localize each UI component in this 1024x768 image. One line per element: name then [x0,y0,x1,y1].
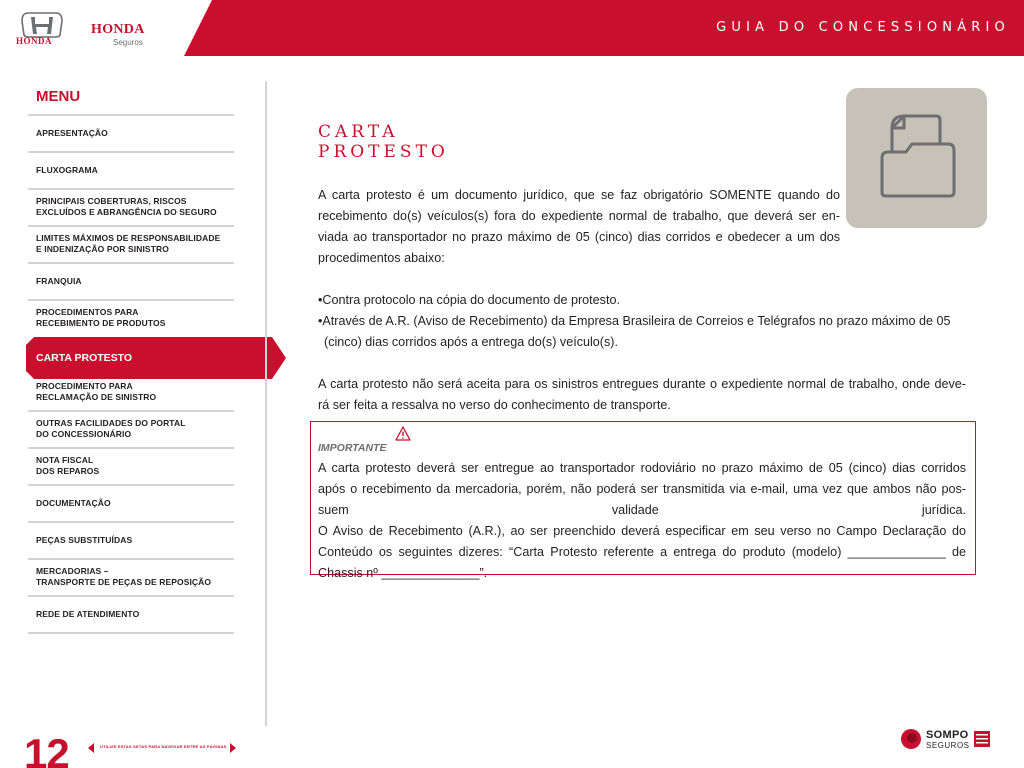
menu-item-label: RECEBIMENTO DE PRODUTOS [36,318,166,328]
document-tile [846,88,987,228]
menu-item[interactable] [36,233,236,255]
menu-item-label: MERCADORIAS – [36,566,109,576]
sompo-badge-icon [974,731,990,747]
paragraph-line: Chassis nº ______________”. [318,566,488,580]
menu-item-label: E INDENIZAÇÃO POR SINISTRO [36,244,169,254]
folder-document-icon [846,88,987,228]
page-number: 12 [24,730,69,768]
sidebar-divider [265,81,267,726]
paragraph-line: após o recebimento da mercadoria, porém, não poderá ser transmitida via e-mail, uma vez que ambos não pos- [318,482,966,496]
menu-item-label: DOS REPAROS [36,466,100,476]
menu-item-label: EXCLUÍDOS E ABRANGÊNCIA DO SEGURO [36,207,217,217]
menu-item[interactable] [36,128,236,139]
menu-divider [28,262,234,264]
page-title-line-1: CARTA [318,122,399,142]
paragraph-line: viada ao transportador no prazo máximo de 05 (cinco) dias corridos e obedecer a um dos [318,230,840,244]
menu-divider [28,225,234,227]
warning-triangle-icon [395,426,411,441]
paragraph-line: A carta protesto é um documento jurídico, que se faz obrigatório SOMENTE quando do [318,188,840,202]
menu-divider [28,114,234,116]
brand-name: HONDA [91,22,145,37]
menu-item-label: FRANQUIA [36,276,82,286]
menu-item-label: FLUXOGRAMA [36,165,98,175]
sompo-name: SOMPO [926,729,969,741]
menu-item-carta-protesto[interactable]: CARTA PROTESTO [36,352,133,364]
menu-divider [28,558,234,560]
menu-divider [28,188,234,190]
menu-item-label: NOTA FISCAL [36,455,94,465]
menu-item-label: LIMITES MÁXIMOS DE RESPONSABILIDADE [36,233,221,243]
bullet-item-protocol: •Contra protocolo na cópia do documento de protesto. [318,293,620,307]
menu-item-label: APRESENTAÇÃO [36,128,108,138]
menu-divider [28,484,234,486]
menu-divider [28,632,234,634]
menu-item[interactable] [36,566,236,588]
menu-item-label: DO CONCESSIONÁRIO [36,429,132,439]
menu-item[interactable] [36,418,236,440]
menu-item[interactable] [36,498,236,509]
menu-divider [28,299,234,301]
paragraph-line: Conteúdo os seguintes dizeres: “Carta Protesto referente a entrega do produto (modelo) ______________ de [318,545,966,559]
menu-divider [28,447,234,449]
paragraph-line: A carta protesto não será aceita para os sinistros entregues durante o expediente normal de trabalho, onde deve- [318,377,966,391]
menu-item-label: OUTRAS FACILIDADES DO PORTAL [36,418,186,428]
menu-item-label: PROCEDIMENTO PARA [36,381,133,391]
previous-page-arrow-icon[interactable] [88,743,94,753]
paragraph-line: O Aviso de Recebimento (A.R.), ao ser preenchido deverá especificar em seu verso no Campo Declaração do [318,524,966,538]
guide-title: GUIA DO CONCESSIONÁRIO [716,20,1010,35]
menu-title: MENU [36,88,81,105]
paragraph-line: rá ser feita a ressalva no verso do conhecimento de transporte. [318,398,671,412]
menu-item[interactable] [36,276,236,287]
menu-divider [28,151,234,153]
menu-item[interactable] [36,165,236,176]
menu-item[interactable] [36,609,236,620]
brand-subtitle: Seguros [113,38,143,47]
next-page-arrow-icon[interactable] [230,743,236,753]
menu-item-label: RECLAMAÇÃO DE SINISTRO [36,392,157,402]
menu-item[interactable] [36,196,236,218]
important-label: IMPORTANTE [318,442,387,454]
sompo-logo-icon [901,729,921,749]
menu-item[interactable] [36,455,236,477]
menu-divider [28,595,234,597]
paragraph-line: suem validade jurídica. [318,503,966,517]
menu-item-label: PEÇAS SUBSTITUÍDAS [36,535,133,545]
menu-item-label: TRANSPORTE DE PEÇAS DE REPOSIÇÃO [36,577,212,587]
menu-item[interactable] [36,535,236,546]
paragraph-line: A carta protesto deverá ser entregue ao transportador rodoviário no prazo máximo de 05 (cinco) dias corridos [318,461,966,475]
paragraph-line: procedimentos abaixo: [318,251,445,265]
bullet-item-ar-line-1: •Através de A.R. (Aviso de Recebimento) da Empresa Brasileira de Correios e Telégrafos no prazo máximo de 05 [318,314,951,328]
navigation-hint: UTILIZE ESTAS SETAS PARA NAVEGAR ENTRE AS PÁGINAS [100,744,227,749]
menu-item[interactable] [36,381,236,403]
menu-item-label: DOCUMENTAÇÃO [36,498,111,508]
page-title [318,122,449,162]
menu-item-label: PRINCIPAIS COBERTURAS, RISCOS [36,196,187,206]
menu-divider [28,410,234,412]
paragraph-line: recebimento do(s) veículos(s) fora do expediente normal de trabalho, que deverá ser en- [318,209,840,223]
honda-wordmark: HONDA [16,36,52,46]
page-title-line-2: PROTESTO [318,142,449,162]
menu-divider [28,521,234,523]
sompo-subtitle: SEGUROS [926,741,970,750]
bullet-item-ar-line-2: (cinco) dias corridos após a entrega do(s) veículo(s). [324,335,618,349]
menu-item[interactable] [36,307,236,329]
menu-item-label: PROCEDIMENTOS PARA [36,307,139,317]
menu-item-label: REDE DE ATENDIMENTO [36,609,140,619]
